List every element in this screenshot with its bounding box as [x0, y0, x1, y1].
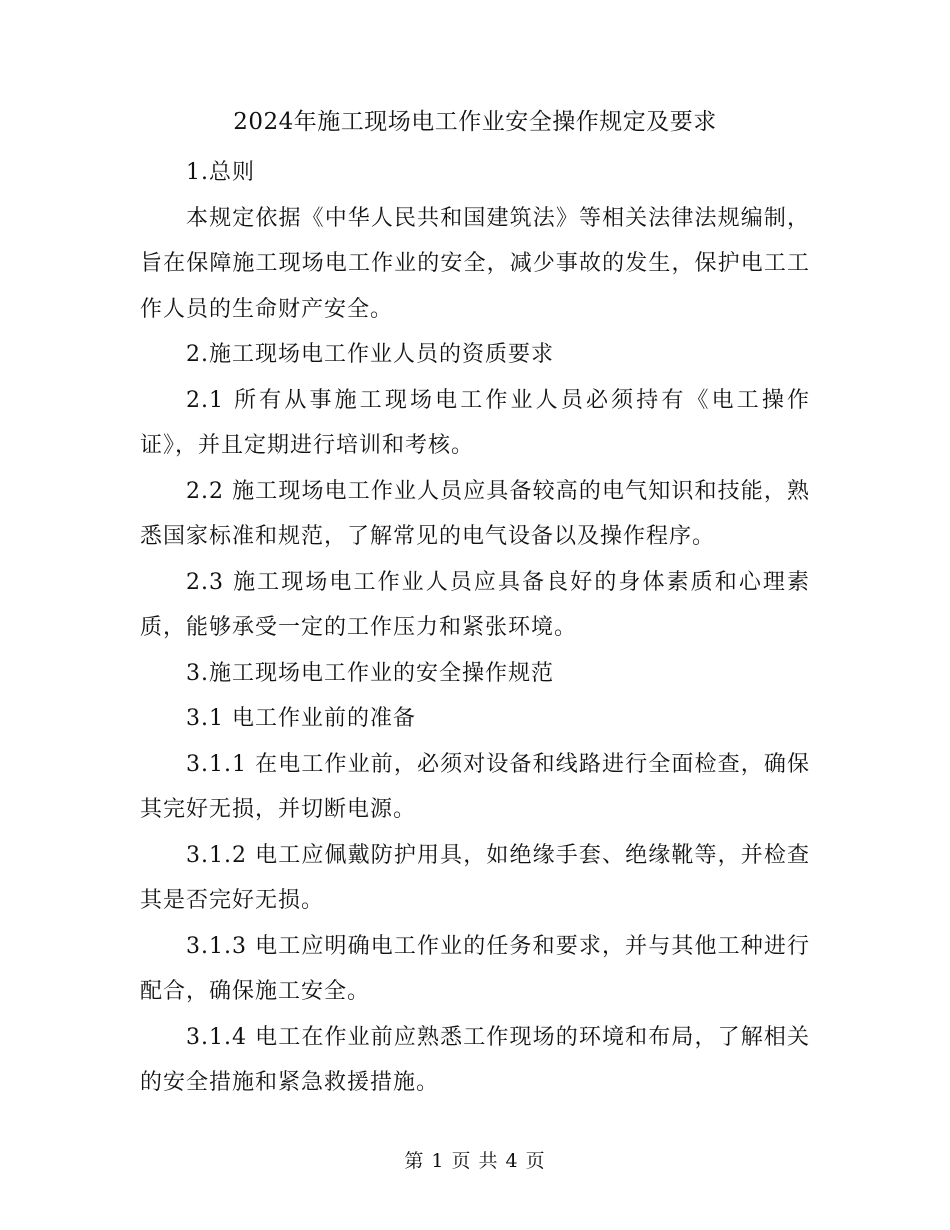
paragraph-3-1-3: 3.1.3 电工应明确电工作业的任务和要求，并与其他工种进行配合，确保施工安全。	[140, 933, 810, 1004]
paragraph-3-1-1: 3.1.1 在电工作业前，必须对设备和线路进行全面检查，确保其完好无损，并切断电源。	[140, 751, 810, 822]
page-footer: 第 1 页 共 4 页	[404, 1150, 546, 1172]
paragraph-2-2: 2.2 施工现场电工作业人员应具备较高的电气知识和技能，熟悉国家标准和规范，了解常见的电气设备以及操作程序。	[140, 478, 810, 549]
paragraph-3-1-4: 3.1.4 电工在作业前应熟悉工作现场的环境和布局，了解相关的安全措施和紧急救援措施。	[140, 1024, 810, 1095]
paragraph-2-1: 2.1 所有从事施工现场电工作业人员必须持有《电工操作证》，并且定期进行培训和考核。	[140, 387, 810, 458]
section-heading-safety-rules: 3.施工现场电工作业的安全操作规范	[186, 660, 554, 686]
paragraph-2-3: 2.3 施工现场电工作业人员应具备良好的身体素质和心理素质，能够承受一定的工作压力和紧张环境。	[140, 569, 810, 640]
paragraph-general: 本规定依据《中华人民共和国建筑法》等相关法律法规编制，旨在保障施工现场电工作业的安全，减少事故的发生，保护电工工作人员的生命财产安全。	[140, 205, 810, 322]
paragraph-3-1-2: 3.1.2 电工应佩戴防护用具，如绝缘手套、绝缘靴等，并检查其是否完好无损。	[140, 842, 810, 913]
section-heading-general: 1.总则	[186, 160, 255, 185]
section-heading-qualifications: 2.施工现场电工作业人员的资质要求	[186, 342, 554, 367]
document-body	[140, 150, 810, 1106]
subsection-heading-3-1: 3.1 电工作业前的准备	[186, 706, 416, 731]
document-title: 2024年施工现场电工作业安全操作规定及要求	[233, 109, 717, 135]
